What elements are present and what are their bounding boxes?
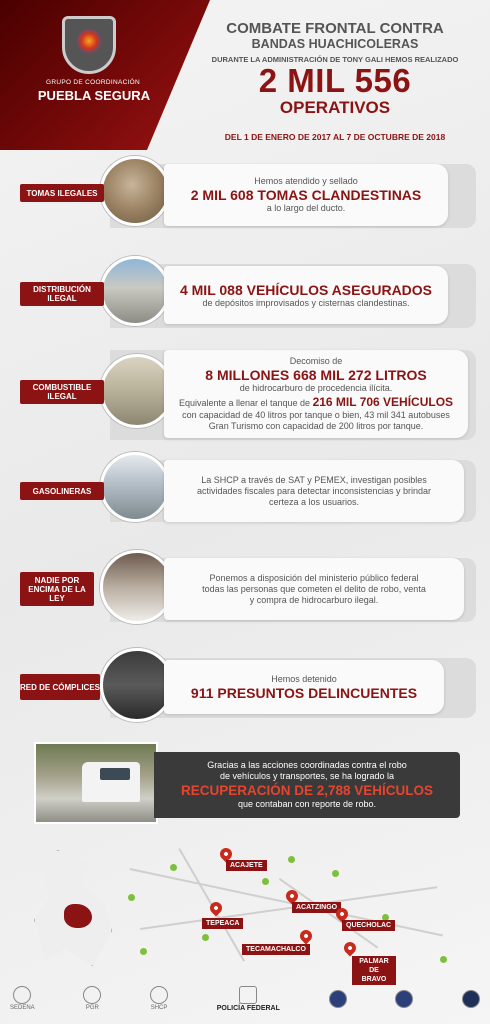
city-label-acatzingo: ACATZINGO: [292, 902, 341, 913]
section-card: [164, 164, 448, 226]
operations-label: OPERATIVOS: [279, 98, 391, 117]
section-highlight: 2 MIL 608 TOMAS CLANDESTINAS: [190, 187, 422, 203]
logo-pgr: [83, 986, 101, 1012]
section-text: [179, 394, 453, 410]
section-text: Hemos atendido y sellado: [254, 176, 358, 186]
section-tag: COMBUSTIBLE ILEGAL: [20, 380, 104, 404]
city-label-tepeaca: TEPEACA: [202, 918, 243, 929]
section-text: y compra de hidrocarburo ilegal.: [249, 594, 379, 605]
title-line-3: DURANTE LA ADMINISTRACIÓN DE TONY GALI HEMOS REALIZADO: [211, 55, 459, 64]
town-marker: [440, 956, 447, 963]
section-text: a lo largo del ducto.: [266, 203, 346, 213]
truck-windshield: [100, 768, 130, 780]
title-line-1: COMBATE FRONTAL CONTRA: [226, 20, 444, 37]
section-tag: DISTRIBUCIÓN ILEGAL: [20, 282, 104, 306]
pgr-seal-icon: [83, 986, 101, 1004]
logo-seguridad-publica: [395, 990, 413, 1009]
section-highlight-inline: 216 MIL 706 VEHÍCULOS: [312, 395, 454, 409]
section-tag: RED DE CÓMPLICES: [20, 674, 100, 700]
section-highlight: 911 PRESUNTOS DELINCUENTES: [190, 684, 418, 701]
title-block: [190, 20, 480, 118]
section-card: [164, 660, 444, 714]
documents-photo: [100, 550, 174, 624]
section-text: La SHCP a través de SAT y PEMEX, investigan posibles: [201, 474, 427, 485]
section-tag: GASOLINERAS: [20, 482, 104, 500]
logo-label: SEDENA: [10, 1005, 35, 1011]
section-tag: NADIE POR ENCIMA DE LA LEY: [20, 572, 94, 606]
section-text: todas las personas que cometen el delito de robo, venta: [202, 583, 426, 594]
title-line-2: BANDAS HUACHICOLERAS: [251, 37, 419, 51]
containers-photo: [100, 354, 174, 428]
town-marker: [288, 856, 295, 863]
section-card: [164, 558, 464, 620]
shcp-seal-icon: [150, 986, 168, 1004]
section-highlight: 8 MILLONES 668 MIL 272 LITROS: [205, 367, 427, 383]
section-text: actividades fiscales para detectar inconsistencias y brindar: [196, 485, 432, 496]
logo-transito: [462, 990, 480, 1009]
section-text: Hemos detenido: [271, 673, 337, 684]
recovery-text: de vehículos y transportes, se ha logrado la: [219, 771, 395, 781]
city-label-acajete: ACAJETE: [226, 860, 267, 871]
brand-subtitle: GRUPO DE COORDINACIÓN: [45, 79, 141, 86]
logo-label: POLICÍA FEDERAL: [216, 1004, 280, 1012]
recovery-panel: [34, 742, 462, 824]
brand-name: PUEBLA SEGURA: [37, 88, 151, 103]
road-line: [130, 868, 443, 936]
recovery-text: Gracias a las acciones coordinadas contra el robo: [207, 760, 407, 770]
footer-logos: [10, 984, 480, 1014]
pipeline-photo: [100, 156, 170, 226]
recovery-highlight: RECUPERACIÓN DE 2,788 VEHÍCULOS: [180, 783, 434, 798]
city-label-quecholac: QUECHOLAC: [342, 920, 395, 931]
section-card: [164, 350, 468, 438]
town-marker: [140, 948, 147, 955]
location-pin-icon: [342, 940, 359, 957]
recovery-text: que contaban con reporte de robo.: [237, 799, 377, 809]
town-marker: [332, 870, 339, 877]
section-text: de depósitos improvisados y cisternas clandestinas.: [202, 297, 410, 308]
section-text: con capacidad de 40 litros por tanque o bien, 43 mil 341 autobuses: [182, 410, 450, 420]
section-tag: TOMAS ILEGALES: [20, 184, 104, 202]
city-label-palmar-de-bravo: PALMAR DE BRAVO: [352, 956, 396, 985]
section-text: de hidrocarburo de procedencia ilícita.: [239, 383, 393, 393]
section-text: Decomiso de: [289, 356, 343, 366]
state-seal-icon: [329, 990, 347, 1008]
shield-emblem: [77, 29, 101, 53]
town-marker: [202, 934, 209, 941]
logo-sedena: [10, 986, 35, 1012]
operations-count: 2 MIL 556: [258, 62, 412, 99]
city-label-tecamachalco: TECAMACHALCO: [242, 944, 310, 955]
logo-state-seal: [329, 990, 347, 1009]
recovered-truck-photo: [34, 742, 158, 824]
date-range: DEL 1 DE ENERO DE 2017 AL 7 DE OCTUBRE DE 2018: [224, 132, 446, 142]
road-line: [279, 878, 378, 948]
logo-policia-federal: [217, 986, 280, 1013]
section-text: Gran Turismo con capacidad de 200 litros por tanque.: [208, 421, 424, 431]
highlighted-region: [64, 904, 92, 928]
location-pin-icon: [298, 928, 315, 945]
security-emblem-icon: [395, 990, 413, 1008]
star-badge-icon: [462, 990, 480, 1008]
town-marker: [170, 864, 177, 871]
logo-label: PGR: [85, 1005, 99, 1011]
logo-label: SHCP: [150, 1005, 168, 1011]
trucks-photo: [100, 256, 170, 326]
puebla-segura-shield-icon: [62, 16, 116, 74]
region-map: [30, 838, 470, 983]
town-marker: [128, 894, 135, 901]
policia-federal-badge-icon: [239, 986, 257, 1004]
section-card: [164, 460, 464, 522]
logo-shcp: [150, 986, 168, 1012]
detainees-photo: [100, 648, 174, 722]
gas-station-photo: [100, 452, 170, 522]
town-marker: [262, 878, 269, 885]
section-text-inline: Equivalente a llenar el tanque de: [178, 398, 311, 408]
sedena-seal-icon: [13, 986, 31, 1004]
recovery-box: [154, 752, 460, 818]
section-text: certeza a los usuarios.: [268, 496, 360, 507]
section-card: [164, 266, 448, 324]
section-text: Ponemos a disposición del ministerio público federal: [209, 572, 419, 583]
section-highlight: 4 MIL 088 VEHÍCULOS ASEGURADOS: [179, 281, 433, 298]
